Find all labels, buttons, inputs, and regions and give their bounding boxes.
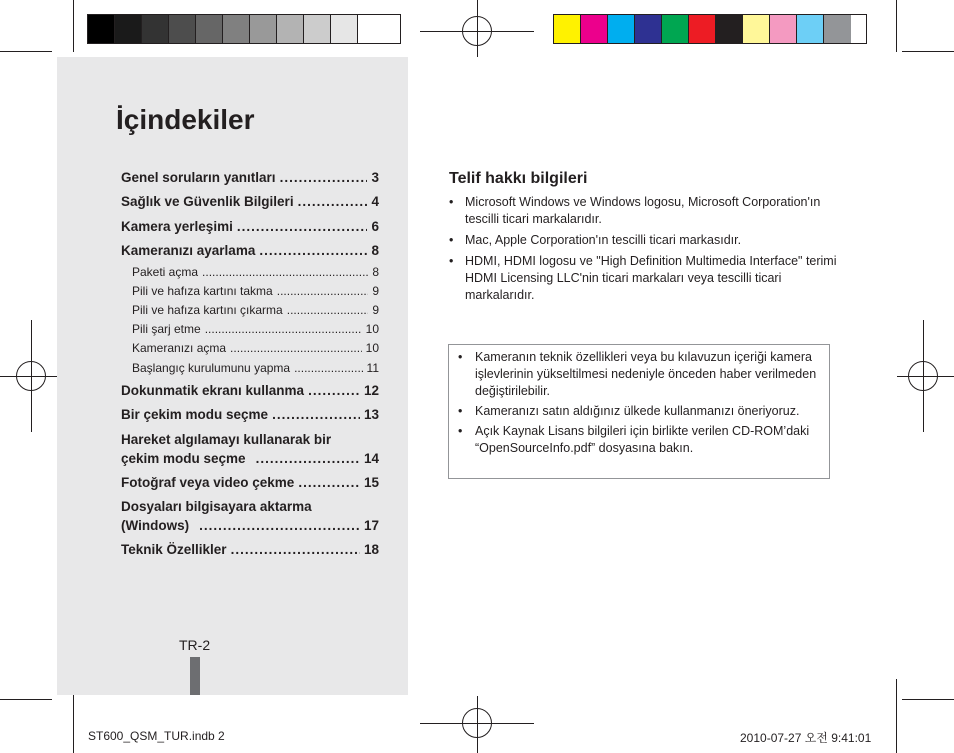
toc-subitem-page: 9	[372, 284, 379, 298]
gray-swatch	[169, 15, 196, 43]
toc-item-page: 3	[371, 170, 379, 185]
gray-swatch	[142, 15, 169, 43]
toc-subitem	[132, 340, 379, 356]
toc-item-label: Dokunmatik ekranı kullanma	[121, 383, 305, 398]
registration-line	[923, 320, 924, 432]
color-swatch	[608, 15, 635, 43]
page-title: İçindekiler	[116, 104, 255, 135]
color-swatch	[689, 15, 716, 43]
toc-item-label: Fotoğraf veya video çekme	[121, 475, 295, 490]
toc-item-page: 18	[363, 542, 379, 557]
crop-mark	[73, 0, 74, 52]
crop-mark	[902, 51, 954, 52]
toc-subitem-label: Pili ve hafıza kartını takma	[132, 284, 273, 298]
toc-item	[121, 406, 379, 424]
toc-item	[121, 541, 379, 559]
registration-line	[477, 0, 478, 57]
toc-item-label: Kameranızı ayarlama	[121, 243, 256, 258]
gray-swatch	[196, 15, 223, 43]
crop-mark	[896, 0, 897, 52]
list-item: • Kameranın teknik özellikleri veya bu kılavuzun içeriği kamera işlevlerinin yükseltilmesi nedeniyle önceden haber verilmeden değiştirilebilir.	[458, 349, 818, 400]
toc-item-label: Genel soruların yanıtları	[121, 170, 276, 185]
toc-subitem-label: Pili şarj etme	[132, 322, 201, 336]
note-box	[448, 344, 830, 479]
toc-item	[121, 382, 379, 400]
toc-subitem-page: 11	[366, 361, 379, 375]
toc-item-label: Sağlık ve Güvenlik Bilgileri	[121, 194, 294, 209]
color-swatch	[662, 15, 689, 43]
process-color-bar	[553, 14, 867, 44]
list-item: • Kameranızı satın aldığınız ülkede kullanmanızı öneriyoruz.	[458, 403, 818, 420]
toc-item-page: 8	[371, 243, 379, 258]
crop-mark	[0, 699, 52, 700]
list-item: • Microsoft Windows ve Windows logosu, Microsoft Corporation'ın tescilli ticari markalarıdır.	[449, 194, 849, 228]
toc-subitem	[132, 283, 379, 299]
copyright-title: Telif hakkı bilgileri	[449, 170, 588, 187]
note-list	[458, 349, 818, 460]
toc-subitem-label: Paketi açma	[132, 265, 199, 279]
toc-item	[121, 193, 379, 211]
color-swatch	[716, 15, 743, 43]
list-item: • Mac, Apple Corporation'ın tescilli ticari markasıdır.	[449, 232, 849, 249]
list-item: • Açık Kaynak Lisans bilgileri için birlikte verilen CD-ROM’daki “OpenSourceInfo.pdf” dosyasına bakın.	[458, 423, 818, 457]
toc-subitem-label: Başlangıç kurulumunu yapma	[132, 361, 291, 375]
color-swatch	[581, 15, 608, 43]
toc-subitem-page: 9	[372, 303, 379, 317]
toc-subitem-page: 10	[365, 341, 379, 355]
toc-subitem-page: 10	[365, 322, 379, 336]
toc-item-label: Teknik Özellikler	[121, 542, 227, 557]
toc-item-label: (Windows)	[121, 518, 190, 533]
color-swatch	[554, 15, 581, 43]
toc-subitem-label: Pili ve hafıza kartını çıkarma	[132, 303, 283, 317]
toc-item-page: 17	[363, 518, 379, 533]
toc-item-label: Dosyaları bilgisayara aktarma	[121, 499, 312, 514]
toc-subitem	[132, 321, 379, 337]
color-swatch	[770, 15, 797, 43]
page-tab-marker	[190, 657, 200, 695]
toc-item-page: 4	[371, 194, 379, 209]
registration-line	[31, 320, 32, 432]
toc-item	[121, 497, 379, 535]
gray-swatch	[331, 15, 358, 43]
toc-item-page: 6	[371, 219, 379, 234]
color-swatch	[797, 15, 824, 43]
crop-mark	[0, 51, 52, 52]
toc-item-page: 14	[363, 451, 379, 466]
toc-subitem-label: Kameranızı açma	[132, 341, 227, 355]
color-swatch	[635, 15, 662, 43]
toc-subitem-page: 8	[372, 265, 379, 279]
gray-swatch	[250, 15, 277, 43]
toc-item	[121, 242, 379, 260]
list-item: • HDMI, HDMI logosu ve "High Definition Multimedia Interface" terimi HDMI Licensing LLC'nin ticari markaları veya tescilli ticari markalarıdır.	[449, 253, 849, 304]
toc-item-page: 15	[363, 475, 379, 490]
toc-item-page: 13	[363, 407, 379, 422]
registration-line	[477, 696, 478, 753]
toc-subitem	[132, 264, 379, 280]
registration-line	[897, 376, 954, 377]
crop-mark	[896, 679, 897, 753]
copyright-list	[449, 194, 849, 308]
slug-file: ST600_QSM_TUR.indb 2	[88, 729, 225, 743]
toc-item	[121, 430, 379, 468]
color-swatch	[824, 15, 851, 43]
page-number: TR-2	[179, 637, 211, 653]
gray-swatch	[223, 15, 250, 43]
toc-item-label: Bir çekim modu seçme	[121, 407, 269, 422]
gray-swatch	[358, 15, 385, 43]
color-swatch	[743, 15, 770, 43]
toc-item-page: 12	[363, 383, 379, 398]
gray-swatch	[115, 15, 142, 43]
registration-line	[0, 376, 57, 377]
gray-swatch	[88, 15, 115, 43]
toc-subitem	[132, 360, 379, 376]
gray-swatch	[304, 15, 331, 43]
toc-subitem	[132, 302, 379, 318]
toc-item-label: çekim modu seçme	[121, 451, 246, 466]
toc-item-label: Hareket algılamayı kullanarak bir	[121, 432, 332, 447]
gray-swatch	[277, 15, 304, 43]
toc-item	[121, 474, 379, 492]
slug-datetime: 2010-07-27 오전 9:41:01	[740, 731, 872, 745]
toc-item	[121, 169, 379, 187]
crop-mark	[902, 699, 954, 700]
toc-panel	[57, 57, 408, 695]
gray-ramp-bar	[87, 14, 401, 44]
toc-item	[121, 218, 379, 236]
toc-item-label: Kamera yerleşimi	[121, 219, 233, 234]
